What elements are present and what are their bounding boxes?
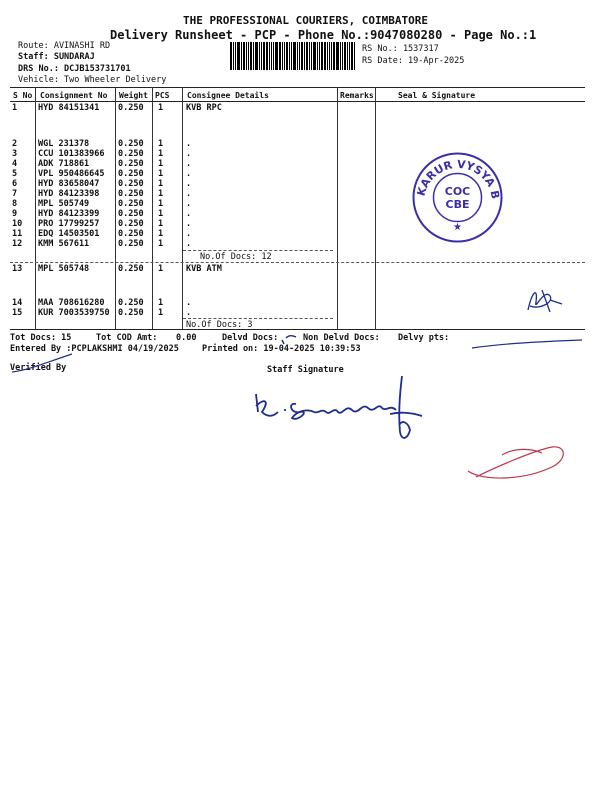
row-3-consignment: CCU 101383966	[38, 149, 105, 159]
row-8-consignee: .	[186, 199, 192, 209]
row-1-consignee: KVB RPC	[186, 103, 222, 113]
row-12-sno: 12	[12, 239, 23, 249]
group2-doc-count: No.Of Docs: 3	[186, 320, 253, 330]
row-4-pcs: 1	[158, 159, 164, 169]
delivery-points: Delvy pts:	[398, 333, 450, 343]
stamp-star-icon: ★	[453, 222, 462, 233]
stamp-line2: CBE	[445, 198, 470, 211]
row-10-sno: 10	[12, 219, 23, 229]
row-8-pcs: 1	[158, 199, 164, 209]
row-11-pcs: 1	[158, 229, 164, 239]
col-consignment-no: Consignment No	[40, 91, 108, 100]
row-3-weight: 0.250	[118, 149, 144, 159]
row-5-weight: 0.250	[118, 169, 144, 179]
col-weight: Weight	[119, 91, 148, 100]
row-3-sno: 3	[12, 149, 18, 159]
row-3-consignee: .	[186, 149, 192, 159]
row-1-pcs: 1	[158, 103, 164, 113]
row-6-consignee: .	[186, 179, 192, 189]
row-2-consignee: .	[186, 139, 192, 149]
row-13-weight: 0.250	[118, 264, 144, 274]
row-7-consignment: HYD 84123398	[38, 189, 100, 199]
row-7-consignee: .	[186, 189, 192, 199]
row-12-consignment: KMM 567611	[38, 239, 90, 249]
row-15-consignment: KUR 7003539750	[38, 308, 110, 318]
staff-signature-label: Staff Signature	[267, 365, 344, 375]
row-6-sno: 6	[12, 179, 18, 189]
row-9-pcs: 1	[158, 209, 164, 219]
row-5-consignment: VPL 950486645	[38, 169, 105, 179]
rs-number: RS No.: 1537317	[362, 44, 439, 54]
row-14-weight: 0.250	[118, 298, 144, 308]
verified-by-scribble	[10, 350, 80, 380]
row-9-sno: 9	[12, 209, 18, 219]
row-4-weight: 0.250	[118, 159, 144, 169]
row-14-consignee: .	[186, 298, 192, 308]
row-13-consignee: KVB ATM	[186, 264, 222, 274]
non-delivered-docs: Non Delvd Docs:	[303, 333, 380, 343]
rs-date: RS Date: 19-Apr-2025	[362, 56, 465, 66]
row-1-weight: 0.250	[118, 103, 144, 113]
verified-by: Verified By	[10, 363, 67, 373]
vehicle-label: Vehicle: Two Wheeler Delivery	[18, 75, 167, 85]
row-6-weight: 0.250	[118, 179, 144, 189]
barcode-image	[230, 42, 358, 70]
stamp-line1: COC	[444, 185, 471, 198]
total-cod-label: Tot COD Amt:	[96, 333, 158, 343]
total-cod-value: 0.00	[176, 333, 197, 343]
row-10-weight: 0.250	[118, 219, 144, 229]
delivered-docs: Delvd Docs:	[222, 333, 279, 343]
row-14-pcs: 1	[158, 298, 164, 308]
staff-signature-image	[250, 372, 450, 452]
printed-on: Printed on: 19-04-2025 10:39:53	[202, 344, 361, 354]
row-8-weight: 0.250	[118, 199, 144, 209]
row-8-sno: 8	[12, 199, 18, 209]
runsheet-title: Delivery Runsheet - PCP - Phone No.:9047080280 - Page No.:1	[110, 28, 537, 42]
row-7-pcs: 1	[158, 189, 164, 199]
row-9-consignment: HYD 84123399	[38, 209, 100, 219]
row-13-pcs: 1	[158, 264, 164, 274]
seal-signature-scribble	[520, 282, 565, 317]
row-1-sno: 1	[12, 103, 18, 113]
row-12-consignee: .	[186, 239, 192, 249]
company-name: THE PROFESSIONAL COURIERS, COIMBATORE	[183, 14, 429, 27]
row-12-weight: 0.250	[118, 239, 144, 249]
row-12-pcs: 1	[158, 239, 164, 249]
col-seal-signature: Seal & Signature	[398, 91, 476, 100]
row-15-consignee: .	[186, 308, 192, 318]
footer-underline-stroke	[470, 338, 585, 352]
row-10-consignee: .	[186, 219, 192, 229]
row-13-consignment: MPL 505748	[38, 264, 90, 274]
row-15-pcs: 1	[158, 308, 164, 318]
staff-label: Staff: SUNDARAJ	[18, 52, 95, 62]
tick-mark	[280, 332, 300, 346]
row-6-pcs: 1	[158, 179, 164, 189]
row-7-weight: 0.250	[118, 189, 144, 199]
col-consignee-details: Consignee Details	[187, 91, 269, 100]
bank-stamp	[405, 140, 505, 245]
row-5-sno: 5	[12, 169, 18, 179]
row-8-consignment: MPL 505749	[38, 199, 90, 209]
row-2-consignment: WGL 231378	[38, 139, 90, 149]
row-4-consignee: .	[186, 159, 192, 169]
stamp-text: KARUR VYSYA BANK	[405, 140, 502, 201]
row-1-consignment: HYD 84151341	[38, 103, 100, 113]
route-label: Route: AVINASHI RD	[18, 41, 111, 51]
entered-by: Entered By :PCPLAKSHMI 04/19/2025	[10, 344, 179, 354]
row-9-weight: 0.250	[118, 209, 144, 219]
row-11-consignee: .	[186, 229, 192, 239]
row-15-weight: 0.250	[118, 308, 144, 318]
row-15-sno: 15	[12, 308, 23, 318]
row-11-consignment: EDQ 14503501	[38, 229, 100, 239]
col-sno: S No	[13, 91, 33, 100]
drs-number: DRS No.: DCJB153731701	[18, 64, 131, 74]
row-2-pcs: 1	[158, 139, 164, 149]
red-ink-signature	[462, 435, 577, 490]
row-4-consignment: ADK 718861	[38, 159, 90, 169]
row-14-sno: 14	[12, 298, 23, 308]
row-14-consignment: MAA 708616280	[38, 298, 105, 308]
row-13-sno: 13	[12, 264, 23, 274]
row-7-sno: 7	[12, 189, 18, 199]
row-2-sno: 2	[12, 139, 18, 149]
row-11-weight: 0.250	[118, 229, 144, 239]
row-5-pcs: 1	[158, 169, 164, 179]
col-remarks: Remarks	[340, 91, 374, 100]
row-3-pcs: 1	[158, 149, 164, 159]
group1-doc-count: No.Of Docs: 12	[200, 252, 272, 262]
row-4-sno: 4	[12, 159, 18, 169]
row-5-consignee: .	[186, 169, 192, 179]
col-pcs: PCS	[155, 91, 170, 100]
total-docs: Tot Docs: 15	[10, 333, 72, 343]
row-9-consignee: .	[186, 209, 192, 219]
row-2-weight: 0.250	[118, 139, 144, 149]
row-10-pcs: 1	[158, 219, 164, 229]
row-11-sno: 11	[12, 229, 23, 239]
row-6-consignment: HYD 83658047	[38, 179, 100, 189]
row-10-consignment: PRO 17799257	[38, 219, 100, 229]
